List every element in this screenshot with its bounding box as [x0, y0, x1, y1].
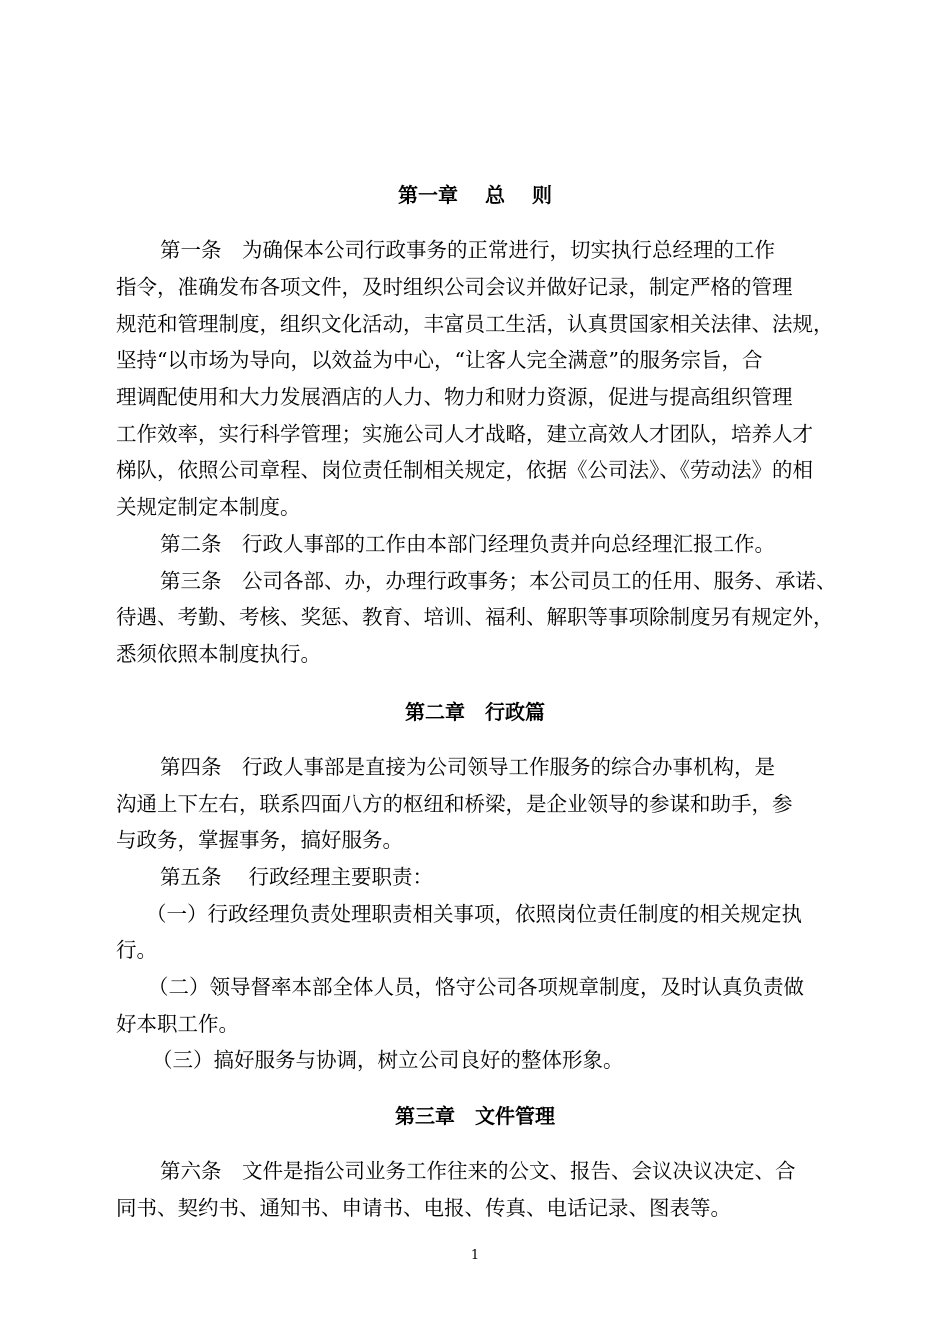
article-4-line-3: 与政务，掌握事务，搞好服务。 — [116, 828, 403, 852]
item-1-line-1: （一）行政经理负责处理职责相关事项，依照岗位责任制度的相关规定执 — [146, 902, 802, 926]
article-4-line-1: 第四条 行政人事部是直接为公司领导工作服务的综合办事机构，是 — [160, 755, 775, 779]
article-1-line-6: 工作效率，实行科学管理；实施公司人才战略，建立高效人才团队，培养人才 — [116, 422, 813, 446]
chapter-3-title: 第三章 文件管理 — [395, 1104, 555, 1128]
article-2-line-1: 第二条 行政人事部的工作由本部门经理负责并向总经理汇报工作。 — [160, 532, 775, 556]
article-5-line-1: 第五条 行政经理主要职责： — [160, 865, 434, 889]
item-2-line-1: （二）领导督率本部全体人员，恪守公司各项规章制度，及时认真负责做 — [148, 975, 804, 999]
article-1-line-5: 理调配使用和大力发展酒店的人力、物力和财力资源，促进与提高组织管理 — [116, 385, 793, 409]
chapter-2-title: 第二章 行政篇 — [405, 700, 545, 724]
item-2-line-2: 好本职工作。 — [116, 1012, 239, 1036]
article-3-line-1: 第三条 公司各部、办，办理行政事务；本公司员工的任用、服务、承诺、 — [160, 569, 837, 593]
article-6-line-1: 第六条 文件是指公司业务工作往来的公文、报告、会议决议决定、合 — [160, 1159, 796, 1183]
article-6-line-2: 同书、契约书、通知书、申请书、电报、传真、电话记录、图表等。 — [116, 1196, 731, 1220]
item-3-line-1: （三）搞好服务与协调，树立公司良好的整体形象。 — [152, 1048, 624, 1072]
article-1-line-1: 第一条 为确保本公司行政事务的正常进行，切实执行总经理的工作 — [160, 238, 775, 262]
page-number: 1 — [470, 1248, 480, 1263]
article-4-line-2: 沟通上下左右，联系四面八方的枢纽和桥梁，是企业领导的参谋和助手，参 — [116, 792, 793, 816]
article-1-line-2: 指令，准确发布各项文件，及时组织公司会议并做好记录，制定严格的管理 — [116, 275, 793, 299]
article-1-line-3: 规范和管理制度，组织文化活动，丰富员工生活，认真贯国家相关法律、法规， — [116, 312, 834, 336]
item-1-line-2: 行。 — [116, 938, 157, 962]
article-1-line-4: 坚持“以市场为导向，以效益为中心，“让客人完全满意”的服务宗旨，合 — [116, 348, 763, 372]
article-1-line-8: 关规定制定本制度。 — [116, 495, 301, 519]
article-1-line-7: 梯队，依照公司章程、岗位责任制相关规定，依据《公司法》、《劳动法》的相 — [116, 458, 813, 482]
article-3-line-2: 待遇、考勤、考核、奖惩、教育、培训、福利、解职等事项除制度另有规定外， — [116, 605, 834, 629]
chapter-1-title: 第一章 总 则 — [398, 183, 552, 207]
article-3-line-3: 悉须依照本制度执行。 — [116, 642, 321, 666]
